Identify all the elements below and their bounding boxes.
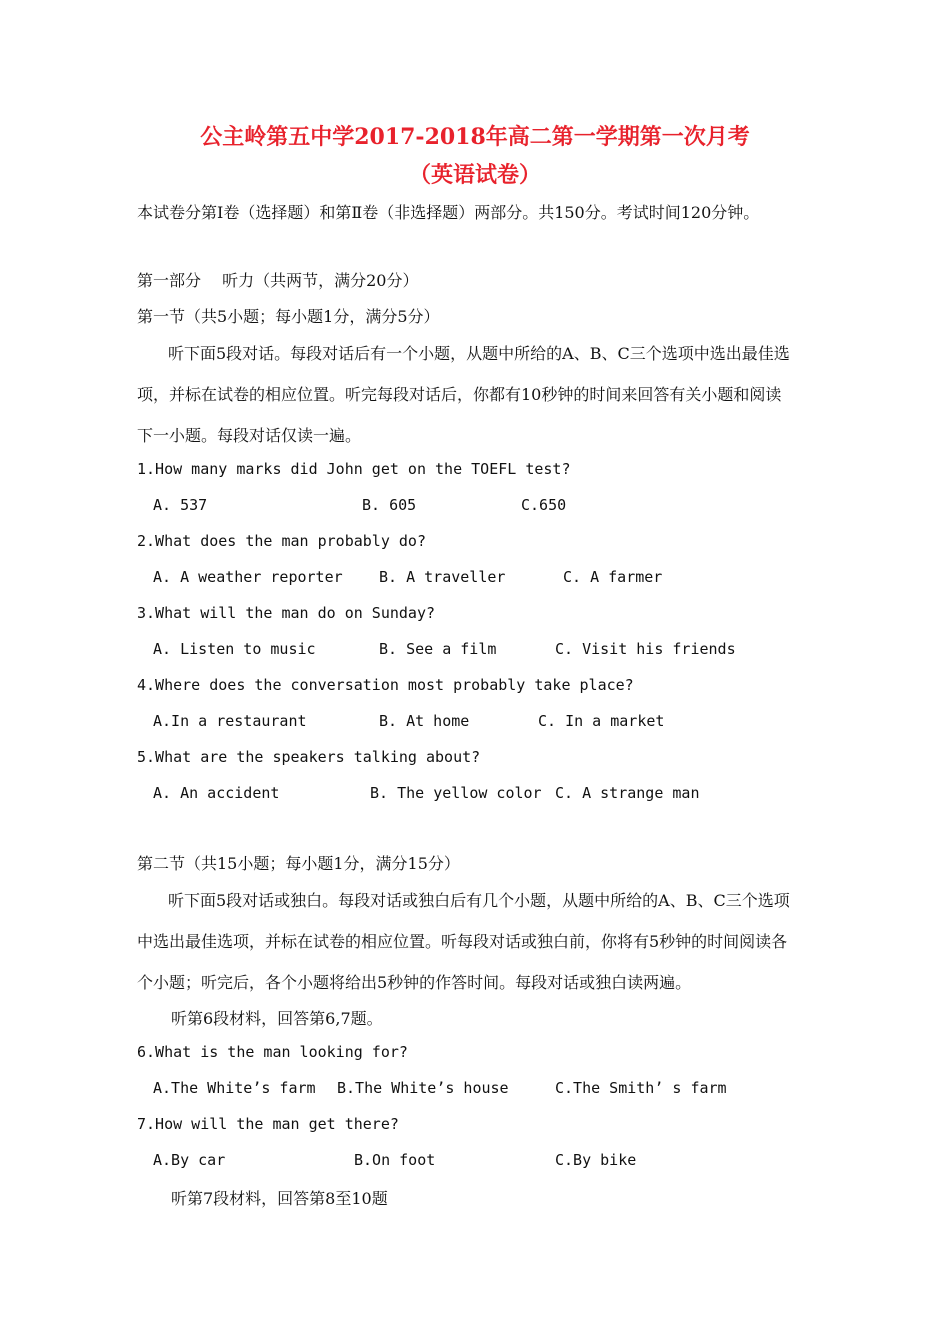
exam-intro: 本试卷分第Ⅰ卷（选择题）和第Ⅱ卷（非选择题）两部分。共150分。考试时间120分钟。 <box>137 203 760 222</box>
section1-heading: 第一节（共5小题；每小题1分，满分5分） <box>137 307 440 326</box>
section1-instruction-line: 听下面5段对话。每段对话后有一个小题，从题中所给的A、B、C三个选项中选出最佳选 <box>168 344 790 363</box>
option-a: A.By car <box>153 1151 226 1169</box>
part1-heading: 第一部分 听力（共两节，满分20分） <box>137 271 419 290</box>
option-c: C. A farmer <box>563 568 663 586</box>
material-6-heading: 听第6段材料，回答第6,7题。 <box>171 1009 383 1028</box>
section2-heading: 第二节（共15小题；每小题1分，满分15分） <box>137 854 460 873</box>
exam-title: 公主岭第五中学2017-2018年高二第一学期第一次月考 <box>200 124 750 150</box>
question-text: 6.What is the man looking for? <box>137 1043 408 1061</box>
question-text: 2.What does the man probably do? <box>137 532 426 550</box>
question-text: 1.How many marks did John get on the TOEFL test? <box>137 460 571 478</box>
question-text: 5.What are the speakers talking about? <box>137 748 481 766</box>
section1-instruction-line: 下一小题。每段对话仅读一遍。 <box>137 426 362 445</box>
option-b: B. See a film <box>379 640 497 658</box>
option-c: C.The Smith’ s farm <box>555 1079 727 1097</box>
section2-instruction-line: 个小题；听完后，各个小题将给出5秒钟的作答时间。每段对话或独白读两遍。 <box>137 973 692 992</box>
question-text: 3.What will the man do on Sunday? <box>137 604 436 622</box>
question-text: 7.How will the man get there? <box>137 1115 399 1133</box>
option-b: B. The yellow color <box>370 784 542 802</box>
option-a: A.In a restaurant <box>153 712 307 730</box>
option-c: C. In a market <box>538 712 665 730</box>
option-c: C. Visit his friends <box>555 640 736 658</box>
option-c: C. A strange man <box>555 784 700 802</box>
option-a: A. 537 <box>153 496 208 514</box>
option-a: A. An accident <box>153 784 280 802</box>
option-b: B. 605 <box>362 496 417 514</box>
option-c: C.650 <box>521 496 567 514</box>
option-b: B.On foot <box>354 1151 436 1169</box>
section2-instruction-line: 听下面5段对话或独白。每段对话或独白后有几个小题，从题中所给的A、B、C三个选项 <box>168 891 790 910</box>
section1-instruction-line: 项，并标在试卷的相应位置。听完每段对话后，你都有10秒钟的时间来回答有关小题和阅读 <box>137 385 782 404</box>
option-a: A. Listen to music <box>153 640 316 658</box>
exam-subtitle: （英语试卷） <box>408 162 541 188</box>
option-a: A.The White’s farm <box>153 1079 316 1097</box>
option-c: C.By bike <box>555 1151 637 1169</box>
section2-instruction-line: 中选出最佳选项，并标在试卷的相应位置。听每段对话或独白前，你将有5秒钟的时间阅读各 <box>137 932 788 951</box>
option-b: B. At home <box>379 712 470 730</box>
option-b: B. A traveller <box>379 568 506 586</box>
option-b: B.The White’s house <box>337 1079 509 1097</box>
material-7-heading: 听第7段材料，回答第8至10题 <box>171 1189 388 1208</box>
option-a: A. A weather reporter <box>153 568 343 586</box>
question-text: 4.Where does the conversation most probably take place? <box>137 676 634 694</box>
